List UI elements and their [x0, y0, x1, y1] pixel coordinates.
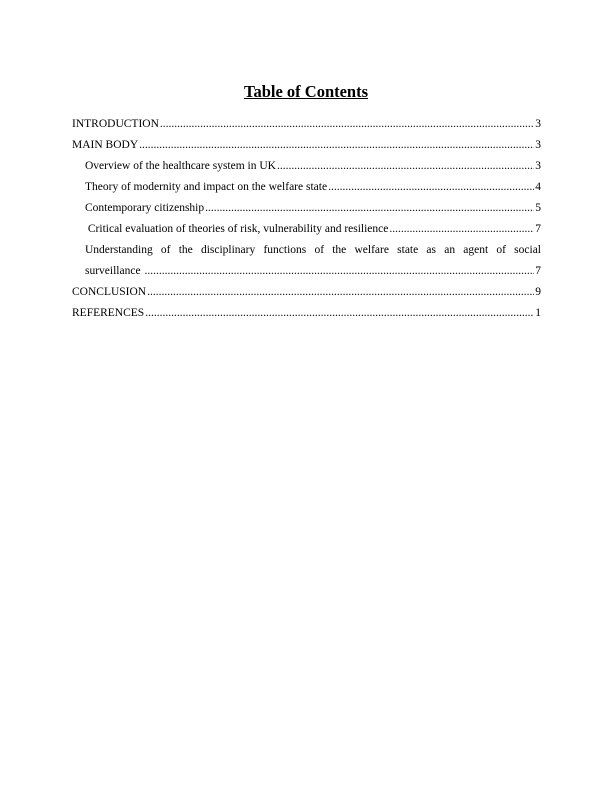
toc-entry-modernity-theory[interactable]	[72, 177, 541, 198]
toc-entry-label: MAIN BODY	[72, 139, 139, 151]
dot-leader	[147, 282, 534, 303]
toc-entry-page: 7	[535, 265, 541, 277]
toc-entry-page: 7	[535, 223, 541, 235]
toc-entry-label: Overview of the healthcare system in UK	[85, 160, 276, 172]
toc-entry-references[interactable]	[72, 303, 541, 324]
toc-entry-disciplinary-functions[interactable]	[72, 240, 541, 282]
toc-entry-page: 1	[535, 307, 541, 319]
toc-entry-page: 9	[535, 286, 541, 298]
toc-entry-conclusion[interactable]	[72, 282, 541, 303]
toc-list	[72, 114, 541, 324]
toc-entry-contemporary-citizenship[interactable]	[72, 198, 541, 219]
toc-entry-introduction[interactable]	[72, 114, 541, 135]
toc-entry-label: REFERENCES	[72, 307, 145, 319]
toc-entry-page: 3	[535, 139, 541, 151]
toc-entry-label: CONCLUSION	[72, 286, 147, 298]
dot-leader	[328, 177, 534, 198]
toc-entry-page: 3	[535, 160, 541, 172]
toc-entry-label: Critical evaluation of theories of risk, vulnerability and resilience	[85, 223, 389, 235]
toc-entry-risk-evaluation[interactable]	[72, 219, 541, 240]
toc-entry-label: INTRODUCTION	[72, 118, 159, 130]
toc-entry-page: 4	[535, 181, 541, 193]
toc-entry-label: Contemporary citizenship	[85, 202, 205, 214]
dot-leader	[144, 261, 534, 282]
toc-title: Table of Contents	[243, 82, 369, 101]
dot-leader	[160, 114, 534, 135]
toc-entry-page: 3	[535, 118, 541, 130]
toc-entry-label-line2: surveillance	[85, 265, 144, 277]
toc-entry-page: 5	[535, 202, 541, 214]
dot-leader	[145, 303, 534, 324]
dot-leader	[277, 156, 534, 177]
dot-leader	[139, 135, 534, 156]
dot-leader	[205, 198, 534, 219]
toc-entry-label: Theory of modernity and impact on the welfare state	[85, 181, 328, 193]
toc-entry-main-body[interactable]	[72, 135, 541, 156]
dot-leader	[389, 219, 534, 240]
toc-entry-label-line1: Understanding of the disciplinary functions of the welfare state as an agent of social	[85, 244, 541, 256]
toc-entry-healthcare-overview[interactable]	[72, 156, 541, 177]
